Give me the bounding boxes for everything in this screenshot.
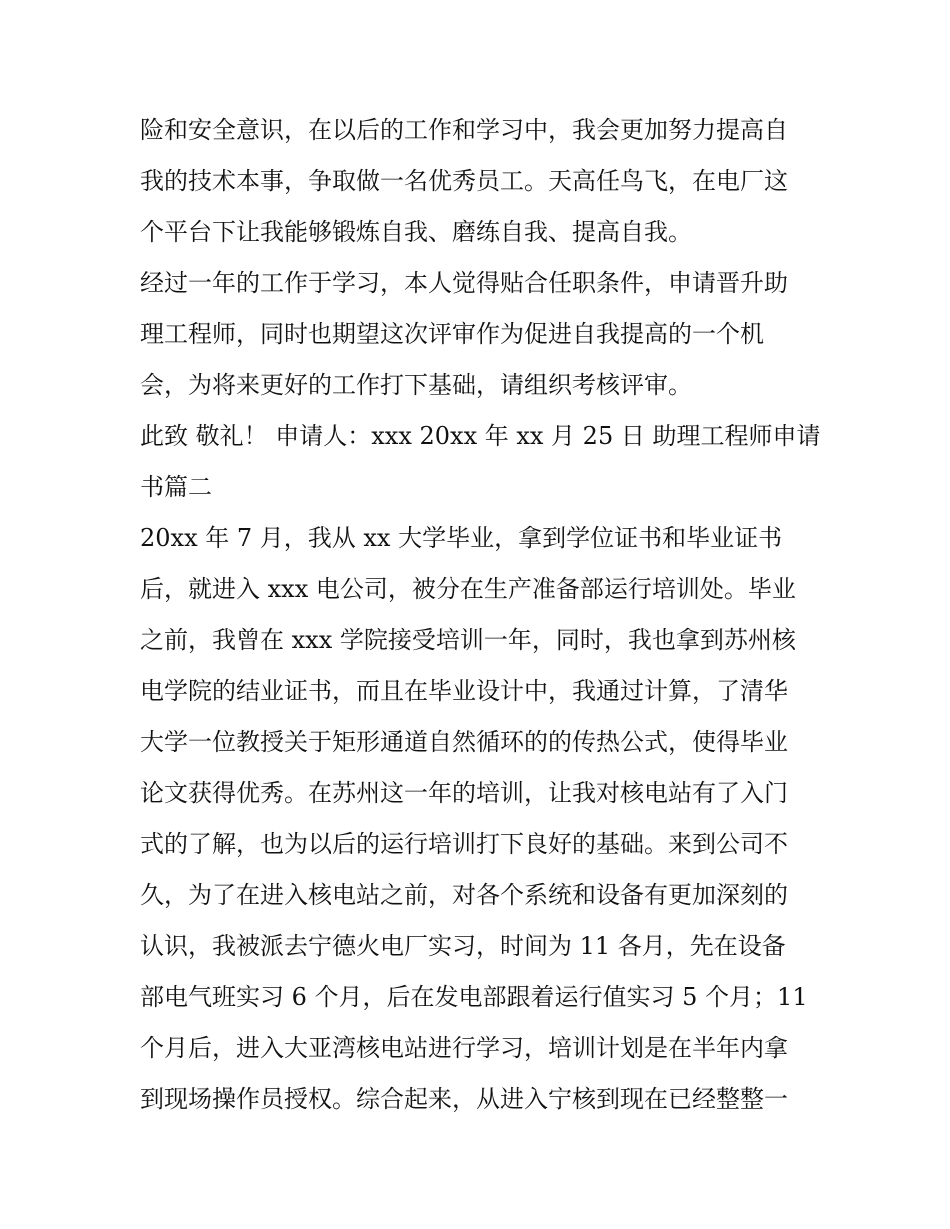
text-line: 此致 敬礼！ 申请人：xxx 20xx 年 xx 月 25 日 助理工程师申请 <box>140 422 821 450</box>
text-line: 会，为将来更好的工作打下基础，请组织考核评审。 <box>140 371 692 399</box>
text-line: 久，为了在进入核电站之前，对各个系统和设备有更加深刻的 <box>140 881 788 909</box>
text-line: 理工程师，同时也期望这次评审作为促进自我提高的一个机 <box>140 320 764 348</box>
text-line: 式的了解，也为以后的运行培训打下良好的基础。来到公司不 <box>140 830 788 858</box>
text-line: 大学一位教授关于矩形通道自然循环的的传热公式，使得毕业 <box>140 728 788 756</box>
text-line: 后，就进入 xxx 电公司，被分在生产准备部运行培训处。毕业 <box>140 575 796 603</box>
text-line: 之前，我曾在 xxx 学院接受培训一年，同时，我也拿到苏州核 <box>140 626 796 654</box>
text-line: 到现场操作员授权。综合起来，从进入宁核到现在已经整整一 <box>140 1085 788 1113</box>
text-line: 电学院的结业证书，而且在毕业设计中，我通过计算，了清华 <box>140 677 788 705</box>
text-line: 部电气班实习 6 个月，后在发电部跟着运行值实习 5 个月；11 <box>140 983 808 1011</box>
text-line: 20xx 年 7 月，我从 xx 大学毕业，拿到学位证书和毕业证书 <box>140 524 783 552</box>
text-line: 认识，我被派去宁德火电厂实习，时间为 11 各月，先在设备 <box>140 932 786 960</box>
text-line: 书篇二 <box>140 473 212 501</box>
text-line: 个月后，进入大亚湾核电站进行学习，培训计划是在半年内拿 <box>140 1034 788 1062</box>
text-line: 险和安全意识，在以后的工作和学习中，我会更加努力提高自 <box>140 116 788 144</box>
text-line: 我的技术本事，争取做一名优秀员工。天高任鸟飞，在电厂这 <box>140 167 788 195</box>
text-line: 经过一年的工作于学习，本人觉得贴合任职条件，申请晋升助 <box>140 269 788 297</box>
text-line: 个平台下让我能够锻炼自我、磨练自我、提高自我。 <box>140 218 692 246</box>
text-line: 论文获得优秀。在苏州这一年的培训，让我对核电站有了入门 <box>140 779 788 807</box>
